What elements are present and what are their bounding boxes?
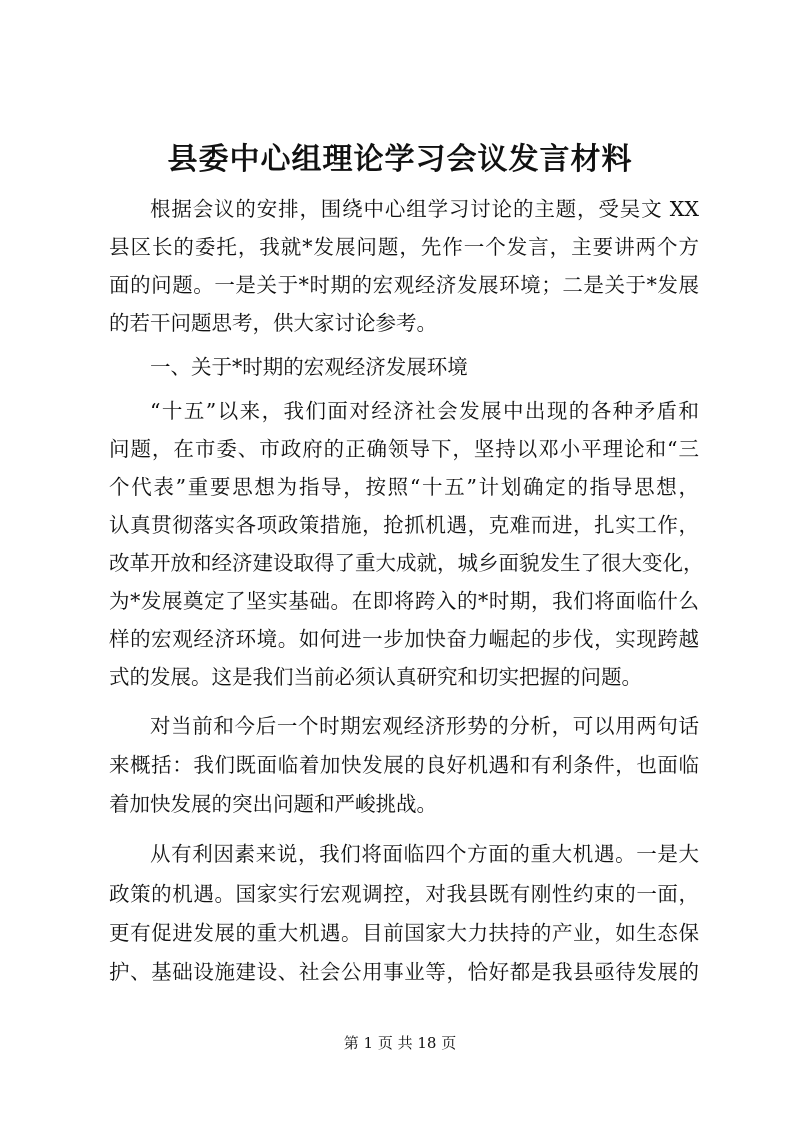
page-footer: 第 1 页 共 18 页: [343, 1034, 457, 1052]
paragraph-3-line-8: 式的发展。这是我们当前必须认真研究和切实把握的问题。: [109, 665, 642, 689]
section-heading: 一、关于*时期的宏观经济发展环境: [150, 355, 468, 379]
document-title: 县委中心组理论学习会议发言材料: [167, 142, 633, 177]
paragraph-3-line-6: 为*发展奠定了坚实基础。在即将跨入的*时期，我们将面临什么: [109, 589, 699, 613]
paragraph-5-line-2: 政策的机遇。国家实行宏观调控，对我县既有刚性约束的一面，: [109, 882, 699, 906]
paragraph-4-line-2: 来概括：我们既面临着加快发展的良好机遇和有利条件，也面临: [109, 753, 699, 777]
paragraph-1-line-1: 根据会议的安排，围绕中心组学习讨论的主题，受吴文 XX: [150, 197, 699, 221]
paragraph-3-line-3: 个代表”重要思想为指导，按照“十五”计划确定的指导思想，: [109, 475, 699, 499]
paragraph-3-line-1: “十五”以来，我们面对经济社会发展中出现的各种矛盾和: [150, 399, 699, 423]
paragraph-4-line-3: 着加快发展的突出问题和严峻挑战。: [109, 792, 437, 816]
paragraph-1-line-3: 面的问题。一是关于*时期的宏观经济发展环境；二是关于*发展: [109, 273, 699, 297]
paragraph-3-line-2: 问题，在市委、市政府的正确领导下，坚持以邓小平理论和“三: [109, 437, 699, 461]
paragraph-3-line-5: 改革开放和经济建设取得了重大成就，城乡面貌发生了很大变化，: [109, 551, 704, 575]
paragraph-4-line-1: 对当前和今后一个时期宏观经济形势的分析，可以用两句话: [150, 714, 699, 738]
paragraph-3-line-4: 认真贯彻落实各项政策措施，抢抓机遇，克难而进，扎实工作，: [109, 513, 699, 537]
paragraph-5-line-3: 更有促进发展的重大机遇。目前国家大力扶持的产业，如生态保: [109, 921, 699, 945]
paragraph-5-line-1: 从有利因素来说，我们将面临四个方面的重大机遇。一是大: [150, 842, 699, 866]
paragraph-1-line-2: 县区长的委托，我就*发展问题，先作一个发言，主要讲两个方: [109, 235, 699, 259]
paragraph-1-line-4: 的若干问题思考，供大家讨论参考。: [109, 311, 437, 335]
paragraph-5-line-4: 护、基础设施建设、社会公用事业等，恰好都是我县亟待发展的: [109, 960, 699, 984]
paragraph-3-line-7: 样的宏观经济环境。如何进一步加快奋力崛起的步伐，实现跨越: [109, 627, 699, 651]
